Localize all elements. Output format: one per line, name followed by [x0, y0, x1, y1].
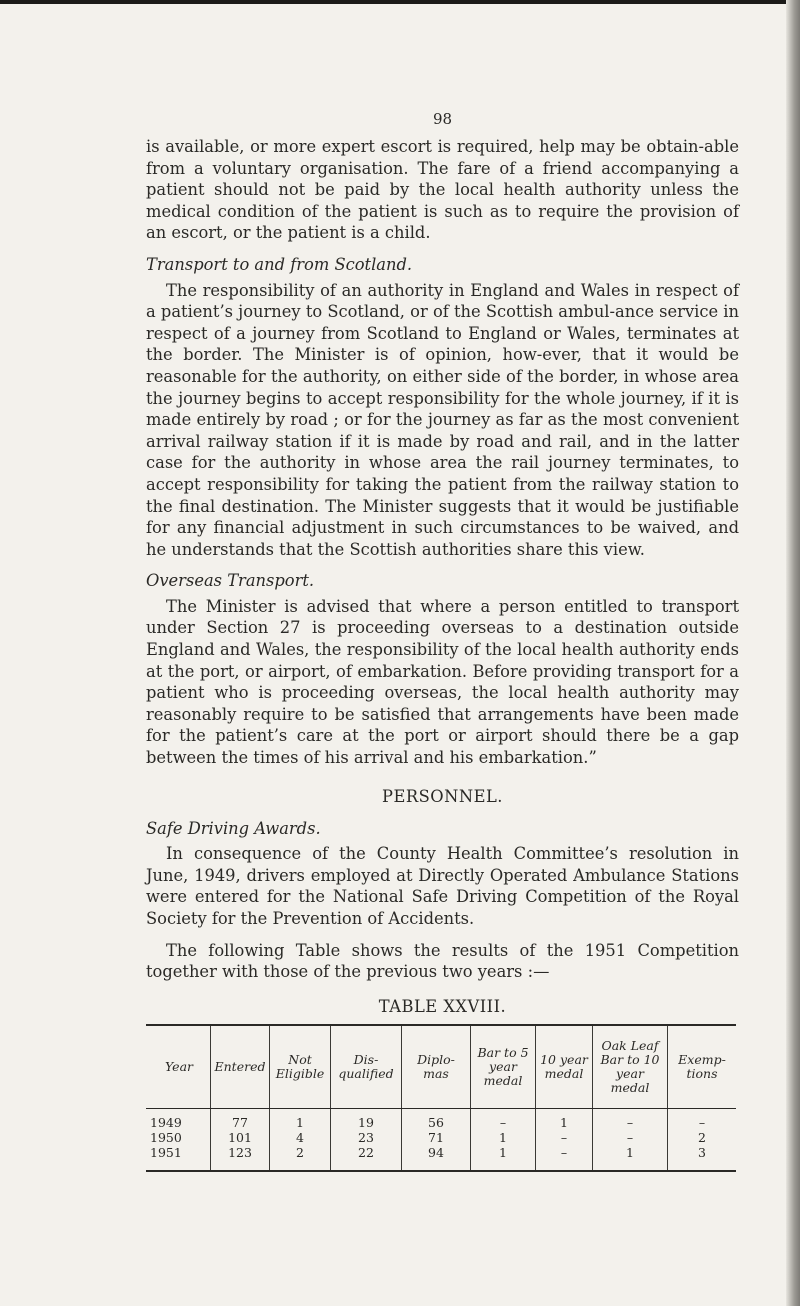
cell-exemptions: 3	[668, 1145, 737, 1171]
heading-safe-driving: Safe Driving Awards.	[146, 818, 321, 838]
heading-overseas: Overseas Transport.	[146, 571, 315, 591]
paragraph-safe-driving: In consequence of the County Health Committee’s resolution in June, 1949, drivers employed at Directly Operated Ambulance Stations were entered for the National Safe Driving Competition of the Royal Society for the Prevention of Accidents.	[146, 844, 739, 928]
cell-entered: 123	[211, 1145, 270, 1171]
cell-diplomas: 71	[402, 1130, 471, 1145]
heading-scotland: Transport to and from Scotland.	[146, 254, 413, 274]
results-table	[146, 1024, 736, 1172]
cell-10-year-medal: 1	[536, 1108, 593, 1130]
paragraph-scotland: The responsibility of an authority in England and Wales in respect of a patient’s journey to Scotland, or of the Scottish ambul-ance service in respect of a journey from Scotland to England or Wales, terminates at the border. The Minister is of opinion, how-ever, that it would be reasonable for the authority, on either side of the border, in whose area the journey begins to accept responsibility for the whole journey, if it is made entirely by road ; or for the journey as far as the most convenient arrival railway station if it is made by road and rail, and in the latter case for the authority in whose area the rail journey terminates, to accept responsibility for taking the patient from the railway station to the final destination. The Minister suggests that it would be justifiable for any financial adjustment in such circumstances to be waived, and he understands that the Scottish authorities share this view.	[146, 280, 739, 559]
cell-oak-leaf-bar: 1	[593, 1145, 668, 1171]
header-diplomas: Diplo- mas	[402, 1025, 471, 1109]
cell-10-year-medal: –	[536, 1145, 593, 1171]
section-personnel: PERSONNEL.	[382, 786, 503, 806]
header-entered: Entered	[211, 1025, 270, 1109]
cell-exemptions: –	[668, 1108, 737, 1130]
cell-disqualified: 22	[331, 1145, 402, 1171]
cell-not-eligible: 1	[270, 1108, 331, 1130]
header-not-eligible: Not Eligible	[270, 1025, 331, 1109]
top-edge-rule	[0, 0, 800, 4]
header-disqualified: Dis- qualified	[331, 1025, 402, 1109]
table-title: TABLE XXVIII.	[378, 996, 507, 1016]
cell-not-eligible: 4	[270, 1130, 331, 1145]
paragraph-table-intro: The following Table shows the results of the 1951 Competition together with those of the previous two years :—	[146, 940, 739, 982]
cell-entered: 101	[211, 1130, 270, 1145]
page-number: 98	[432, 110, 453, 128]
cell-disqualified: 23	[331, 1130, 402, 1145]
header-oak-leaf-bar: Oak Leaf Bar to 10 year medal	[593, 1025, 668, 1109]
header-exemptions: Exemp- tions	[668, 1025, 737, 1109]
cell-entered: 77	[211, 1108, 270, 1130]
cell-10-year-medal: –	[536, 1130, 593, 1145]
page-binding-edge	[786, 0, 800, 1306]
cell-oak-leaf-bar: –	[593, 1108, 668, 1130]
cell-not-eligible: 2	[270, 1145, 331, 1171]
header-year: Year	[146, 1025, 211, 1109]
table-row	[146, 1108, 736, 1130]
header-10-year-medal: 10 year medal	[536, 1025, 593, 1109]
cell-year: 1949	[150, 1114, 182, 1130]
cell-bar-5-year: 1	[471, 1145, 536, 1171]
table-row	[146, 1130, 736, 1145]
cell-exemptions: 2	[668, 1130, 737, 1145]
table-row	[146, 1145, 736, 1171]
cell-diplomas: 56	[402, 1108, 471, 1130]
header-bar-5-year: Bar to 5 year medal	[471, 1025, 536, 1109]
cell-bar-5-year: –	[471, 1108, 536, 1130]
paragraph-overseas: The Minister is advised that where a person entitled to transport under Section 27 is proceeding overseas to a destination outside England and Wales, the responsibility of the local health authority ends at the port, or airport, of embarkation. Before providing transport for a patient who is proceeding overseas, the local health authority may reasonably require to be satisfied that arrangements have been made for the patient’s care at the port or airport should there be a gap between the times of his arrival and his embarkation.”	[146, 596, 739, 768]
cell-oak-leaf-bar: –	[593, 1130, 668, 1145]
document-page	[146, 110, 739, 1172]
cell-disqualified: 19	[331, 1108, 402, 1130]
cell-diplomas: 94	[402, 1145, 471, 1171]
cell-year: 1951	[150, 1144, 182, 1160]
cell-year: 1950	[150, 1129, 182, 1145]
cell-bar-5-year: 1	[471, 1130, 536, 1145]
paragraph-escort: is available, or more expert escort is required, help may be obtain-able from a voluntary organisation. The fare of a friend accompanying a patient should not be paid by the local health authority unless the medical condition of the patient is such as to require the provision of an escort, or the patient is a child.	[146, 137, 739, 243]
table-header-row	[146, 1025, 736, 1109]
